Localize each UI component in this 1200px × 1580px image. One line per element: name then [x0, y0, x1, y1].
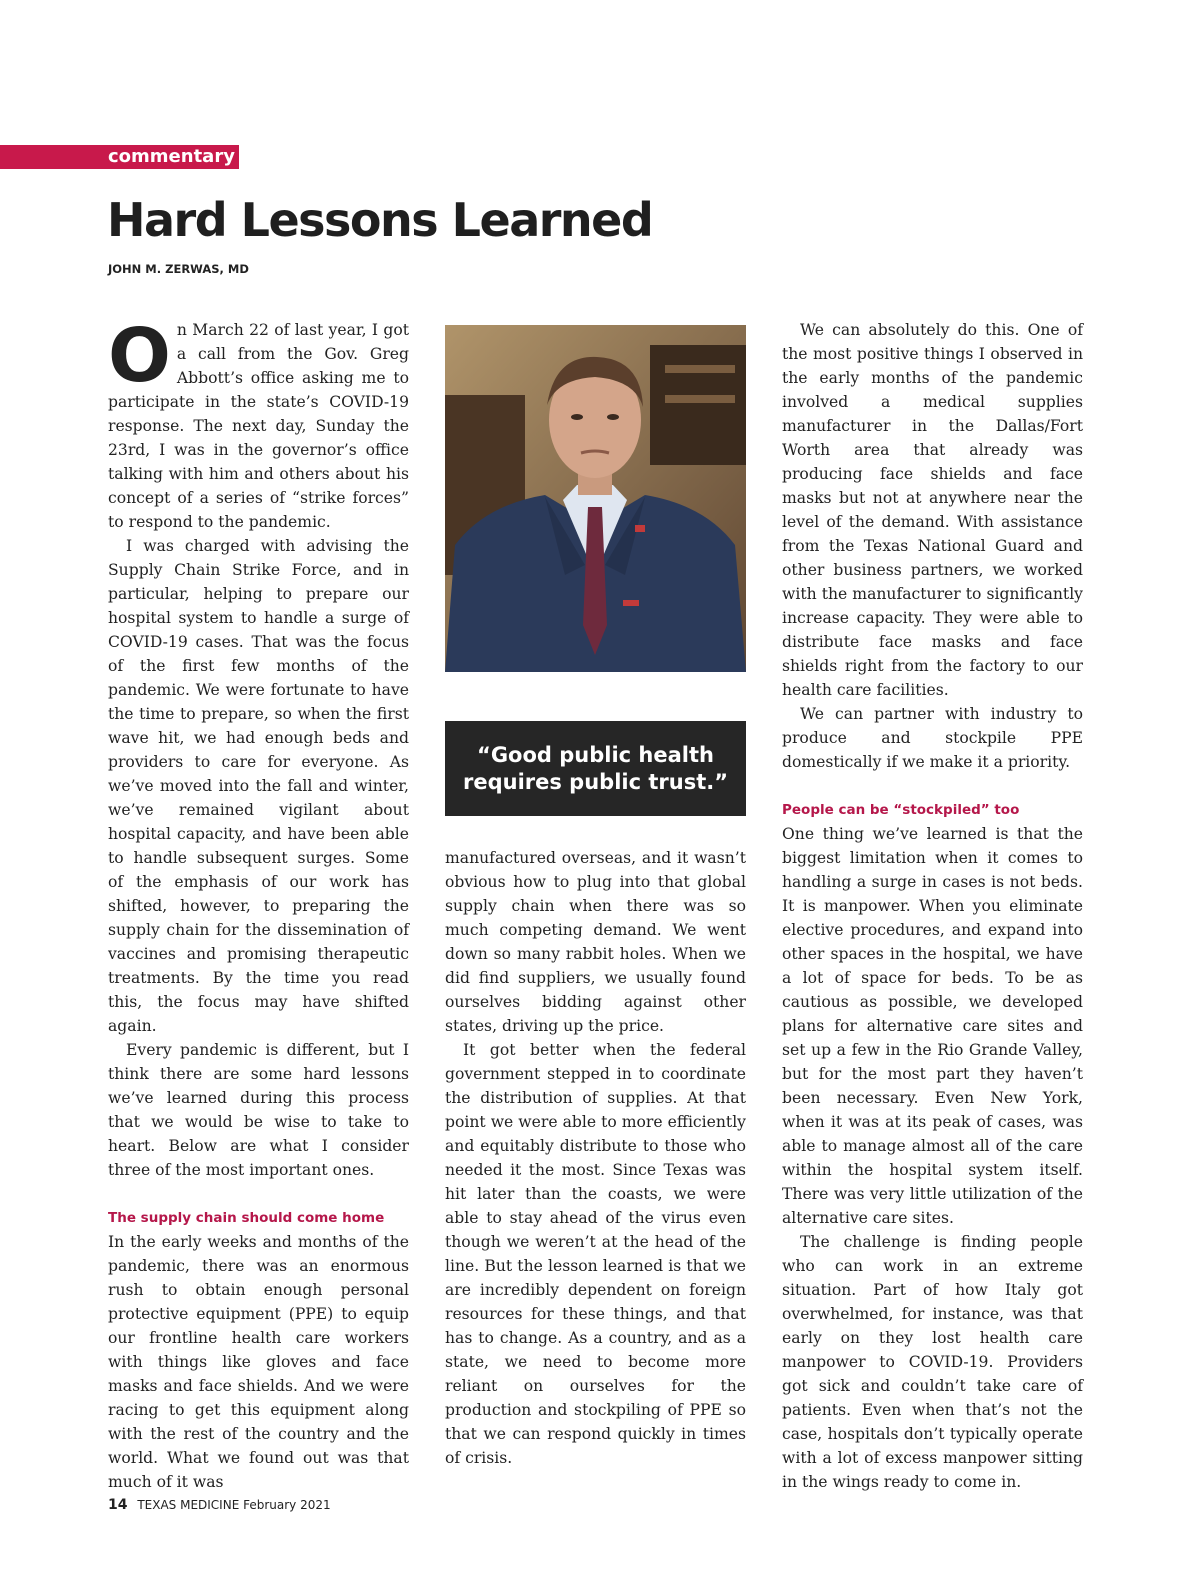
- article-column-2: [445, 846, 746, 1470]
- article-column-1: [108, 313, 409, 1494]
- portrait-photo-icon: [445, 325, 746, 672]
- paragraph: The challenge is finding people who can work in an extreme situation. Part of how Italy got overwhelmed, for instance, was that early on they lost health care manpower to COVID-19. Providers got sick and couldn’t take care of patients. Even when that’s not the case, hospitals don’t typically operate with a lot of excess manpower sitting in the wings ready to come in.: [782, 1233, 1083, 1491]
- section-tag: commentary: [108, 146, 235, 167]
- paragraph: Every pandemic is different, but I think there are some hard lessons we’ve learned during this process that we would be wise to take to heart. Below are what I consider three of the most important ones.: [108, 1041, 409, 1179]
- byline: JOHN M. ZERWAS, MD: [108, 262, 249, 276]
- paragraph: [108, 313, 409, 534]
- page-number: 14: [108, 1497, 128, 1513]
- portrait-illustration: [445, 325, 746, 672]
- section-subhead: People can be “stockpiled” too: [782, 802, 1020, 818]
- paragraph: We can absolutely do this. One of the most positive things I observed in the early months of the pandemic involved a medical supplies manufacturer in the Dallas/Fort Worth area that already was producing face shields and face masks but not at anywhere near the level of the demand. With assistance from the Texas National Guard and other business partners, we worked with the manufacturer to significantly increase capacity. They were able to distribute face masks and face shields right from the factory to our health care facilities.: [782, 321, 1083, 699]
- paragraph-text: n March 22 of last year, I got a call from the Gov. Greg Abbott’s office asking me to participate in the state’s COVID-19 response. The next day, Sunday the 23rd, I was in the governor’s office talking with him and others about his concept of a series of “strike forces” to respond to the pandemic.: [108, 321, 409, 531]
- drop-cap: O: [108, 313, 171, 399]
- issue-date: February 2021: [243, 1498, 331, 1512]
- article-column-3: [782, 318, 1083, 1494]
- spacer: [108, 1182, 409, 1206]
- spacer: [782, 774, 1083, 798]
- headline: Hard Lessons Learned: [107, 193, 653, 247]
- paragraph: I was charged with advising the Supply Chain Strike Force, and in particular, helping to prepare our hospital system to handle a surge of COVID-19 cases. That was the focus of the first few months of the pandemic. We were fortunate to have the time to prepare, so when the first wave hit, we had enough beds and providers to care for everyone. As we’ve moved into the fall and winter, we’ve remained vigilant about hospital capacity, and have been able to handle subsequent surges. Some of the emphasis of our work has shifted, however, to preparing the supply chain for the dissemination of vaccines and promising therapeutic treatments. By the time you read this, the focus may have shifted again.: [108, 537, 409, 1035]
- pull-quote: “Good public health requires public trust.”: [445, 721, 746, 816]
- paragraph: manufactured overseas, and it wasn’t obvious how to plug into that global supply chain when there was so much competing demand. We went down so many rabbit holes. When we did find suppliers, we usually found ourselves bidding against other states, driving up the price.: [445, 849, 746, 1035]
- paragraph: We can partner with industry to produce and stockpile PPE domestically if we make it a priority.: [782, 705, 1083, 771]
- paragraph: One thing we’ve learned is that the biggest limitation when it comes to handling a surge in cases is not beds. It is manpower. When you eliminate elective procedures, and expand into other spaces in the hospital, we have a lot of space for beds. To be as cautious as possible, we developed plans for alternative care sites and set up a few in the Rio Grande Valley, but for the most part they haven’t been necessary. Even New York, when it was at its peak of cases, was able to manage almost all of the care within the hospital system itself. There was very little utilization of the alternative care sites.: [782, 825, 1083, 1227]
- section-subhead: The supply chain should come home: [108, 1210, 385, 1226]
- paragraph: It got better when the federal government stepped in to coordinate the distribution of supplies. At that point we were able to more efficiently and equitably distribute to those who needed it the most. Since Texas was hit later than the coasts, we were able to stay ahead of the virus even though we weren’t at the head of the line. But the lesson learned is that we are incredibly dependent on foreign resources for these things, and that has to change. As a country, and as a state, we need to become more reliant on ourselves for the production and stockpiling of PPE so that we can respond quickly in times of crisis.: [445, 1041, 746, 1467]
- paragraph: In the early weeks and months of the pandemic, there was an enormous rush to obtain enough personal protective equipment (PPE) to equip our frontline health care workers with things like gloves and face masks and face shields. And we were racing to get this equipment along with the rest of the country and the world. What we found out was that much of it was: [108, 1233, 409, 1491]
- page-footer: [108, 1497, 331, 1513]
- publication-name: TEXAS MEDICINE: [137, 1498, 240, 1512]
